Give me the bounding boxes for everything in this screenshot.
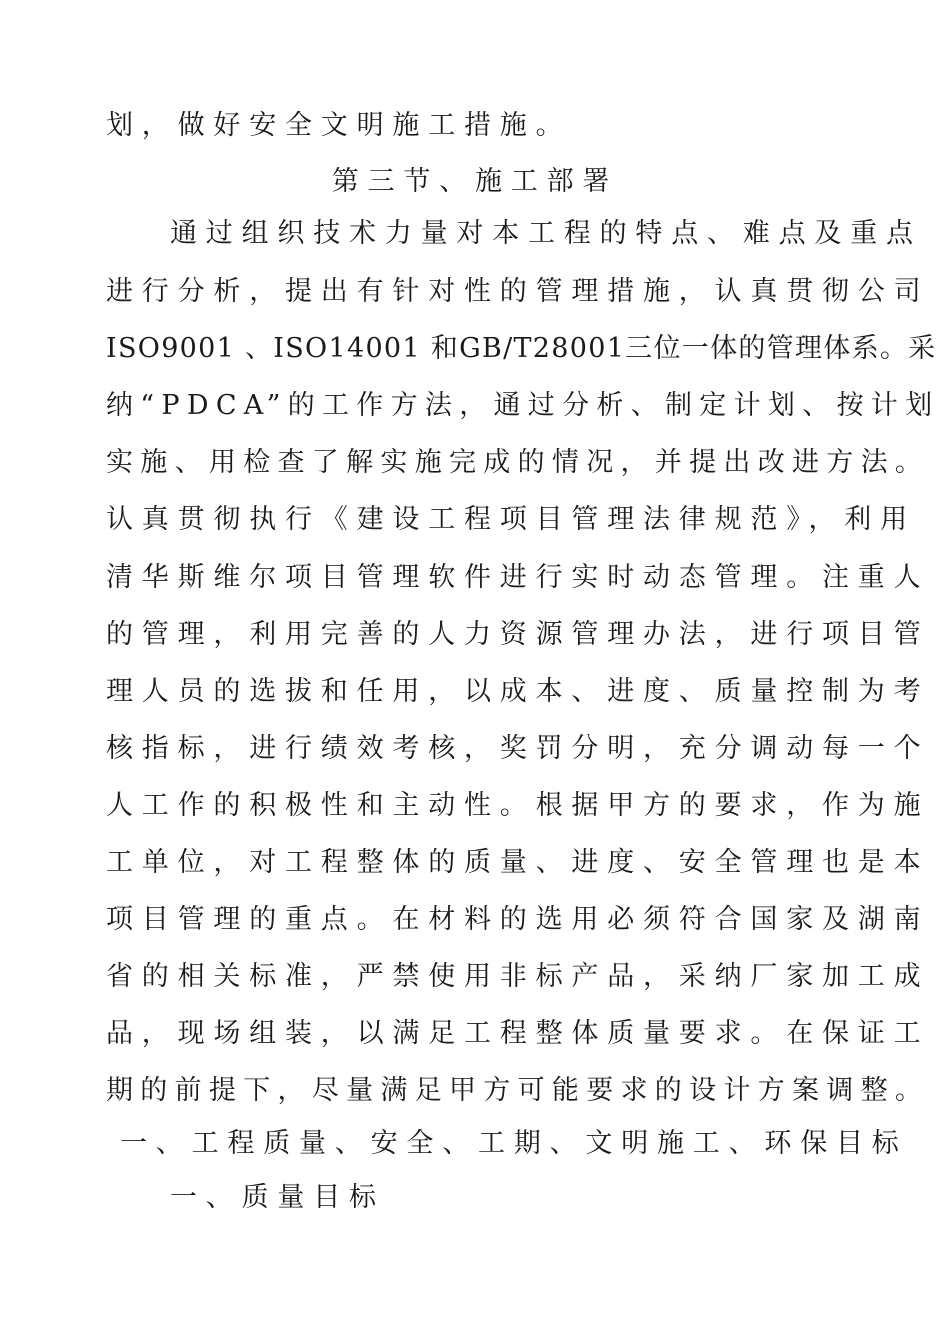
paragraph-line: 期的前提下，尽量满足甲方可能要求的设计方案调整。: [106, 1075, 930, 1106]
paragraph-line: 进行分析，提出有针对性的管理措施，认真贯彻公司: [106, 276, 930, 307]
paragraph-line: 工单位，对工程整体的质量、进度、安全管理也是本: [106, 847, 930, 878]
paragraph-line: 理人员的选拔和任用，以成本、进度、质量控制为考: [106, 676, 930, 707]
paragraph-line: 人工作的积极性和主动性。根据甲方的要求，作为施: [106, 790, 930, 821]
paragraph-line: 品，现场组装，以满足工程整体质量要求。在保证工: [106, 1018, 930, 1049]
paragraph-line: 项目管理的重点。在材料的选用必须符合国家及湖南: [106, 904, 930, 935]
paragraph-line: 纳“PDCA”的工作方法，通过分析、制定计划、按计划: [106, 390, 940, 421]
paragraph-line: 通过组织技术力量对本工程的特点、难点及重点: [170, 218, 922, 249]
heading-targets: 一、工程质量、安全、工期、文明施工、环保目标: [120, 1128, 908, 1159]
paragraph-line: 省的相关标准，严禁使用非标产品，采纳厂家加工成: [106, 961, 930, 992]
continuation-line: 划，做好安全文明施工措施。: [106, 110, 572, 141]
paragraph-line: 核指标，进行绩效考核，奖罚分明，充分调动每一个: [106, 733, 930, 764]
section-title: 第三节、施工部署: [331, 166, 619, 197]
paragraph-line: 清华斯维尔项目管理软件进行实时动态管理。注重人: [106, 562, 930, 593]
paragraph-line: 认真贯彻执行《建设工程项目管理法律规范》，利用: [106, 504, 916, 535]
paragraph-line: 实施、用检查了解实施完成的情况，并提出改进方法。: [106, 447, 930, 478]
paragraph-line: 的管理，利用完善的人力资源管理办法，进行项目管: [106, 619, 930, 650]
heading-quality-target: 一、质量目标: [170, 1182, 385, 1213]
paragraph-line: ISO9001 、ISO14001 和GB/T28001三位一体的管理体系。采: [106, 333, 937, 364]
